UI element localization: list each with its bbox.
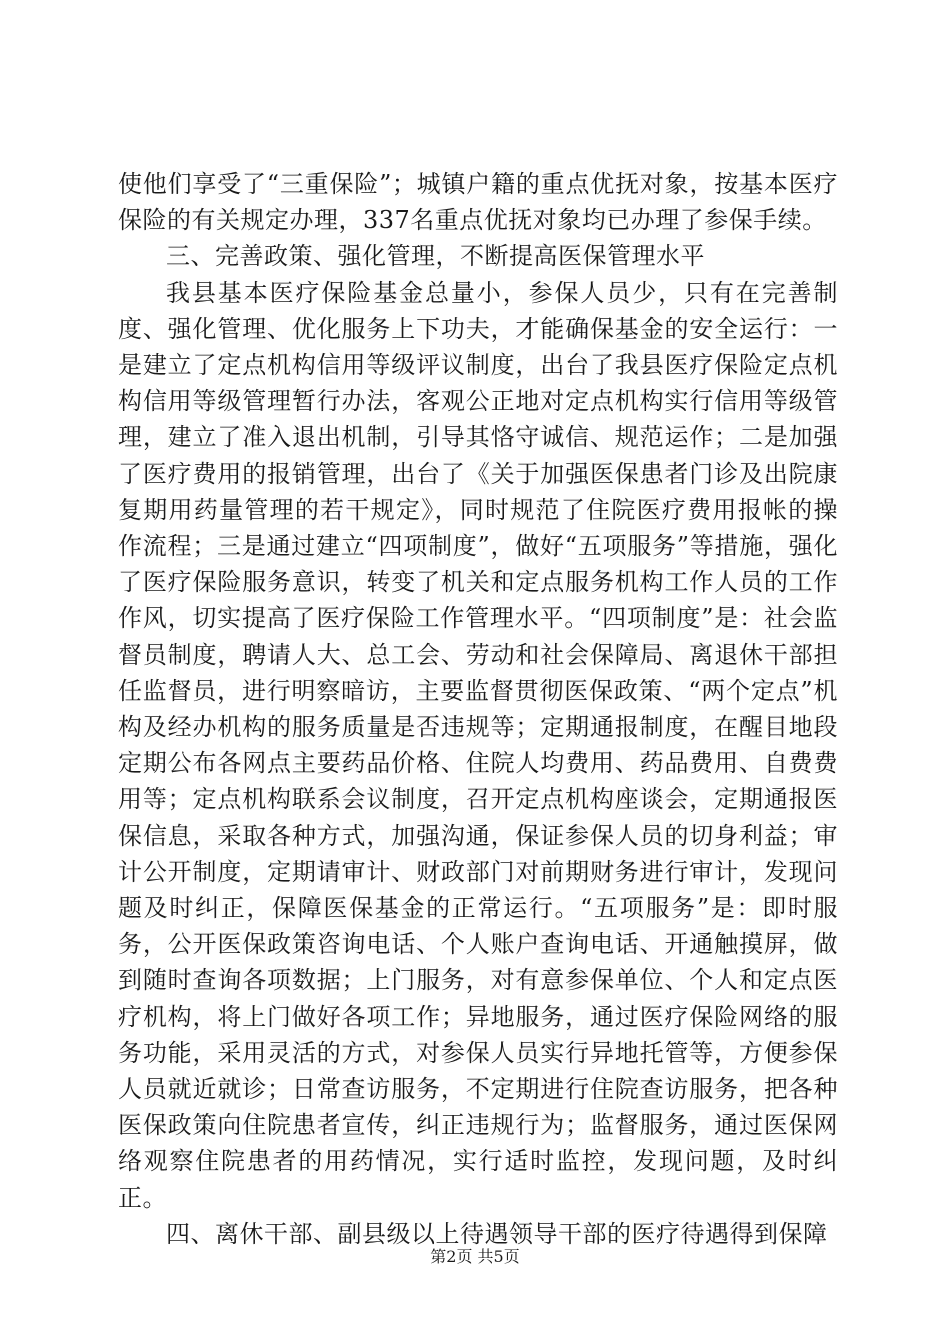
paragraph-continuation: 使他们享受了“三重保险”；城镇户籍的重点优抚对象，按基本医疗保险的有关规定办理，337名重点优抚对象均已办理了参保手续。	[118, 170, 838, 235]
section-heading-3: 三、完善政策、强化管理，不断提高医保管理水平	[166, 242, 705, 271]
paragraph-body: 我县基本医疗保险基金总量小，参保人员少，只有在完善制度、强化管理、优化服务上下功夫，才能确保基金的安全运行：一是建立了定点机构信用等级评议制度，出台了我县医疗保险定点机构信用等级管理暂行办法，客观公正地对定点机构实行信用等级管理，建立了准入退出机制，引导其恪守诚信、规范运作；二是加强了医疗费用的报销管理，出台了《关于加强医保患者门诊及出院康复期用药量管理的若干规定》，同时规范了住院医疗费用报帐的操作流程；三是通过建立“四项制度”，做好“五项服务”等措施，强化了医疗保险服务意识，转变了机关和定点服务机构工作人员的工作作风，切实提高了医疗保险工作管理水平。“四项制度”是：社会监督员制度，聘请人大、总工会、劳动和社会保障局、离退休干部担任监督员，进行明察暗访，主要监督贯彻医保政策、“两个定点”机构及经办机构的服务质量是否违规等；定期通报制度，在醒目地段定期公布各网点主要药品价格、住院人均费用、药品费用、自费费用等；定点机构联系会议制度，召开定点机构座谈会，定期通报医保信息，采取各种方式，加强沟通，保证参保人员的切身利益；审计公开制度，定期请审计、财政部门对前期财务进行审计，发现问题及时纠正，保障医保基金的正常运行。“五项服务”是：即时服务，公开医保政策咨询电话、个人账户查询电话、开通触摸屏，做到随时查询各项数据；上门服务，对有意参保单位、个人和定点医疗机构，将上门做好各项工作；异地服务，通过医疗保险网络的服务功能，采用灵活的方式，对参保人员实行异地托管等，方便参保人员就近就诊；日常查访服务，不定期进行住院查访服务，把各种医保政策向住院患者宣传，纠正违规行为；监督服务，通过医保网络观察住院患者的用药情况，实行适时监控，发现问题，及时纠正。	[118, 278, 838, 1212]
page-number-footer: 第2页 共5页	[430, 1247, 520, 1266]
document-body	[118, 166, 838, 1252]
section-heading-4: 四、离休干部、副县级以上待遇领导干部的医疗待遇得到保障	[166, 1219, 828, 1248]
